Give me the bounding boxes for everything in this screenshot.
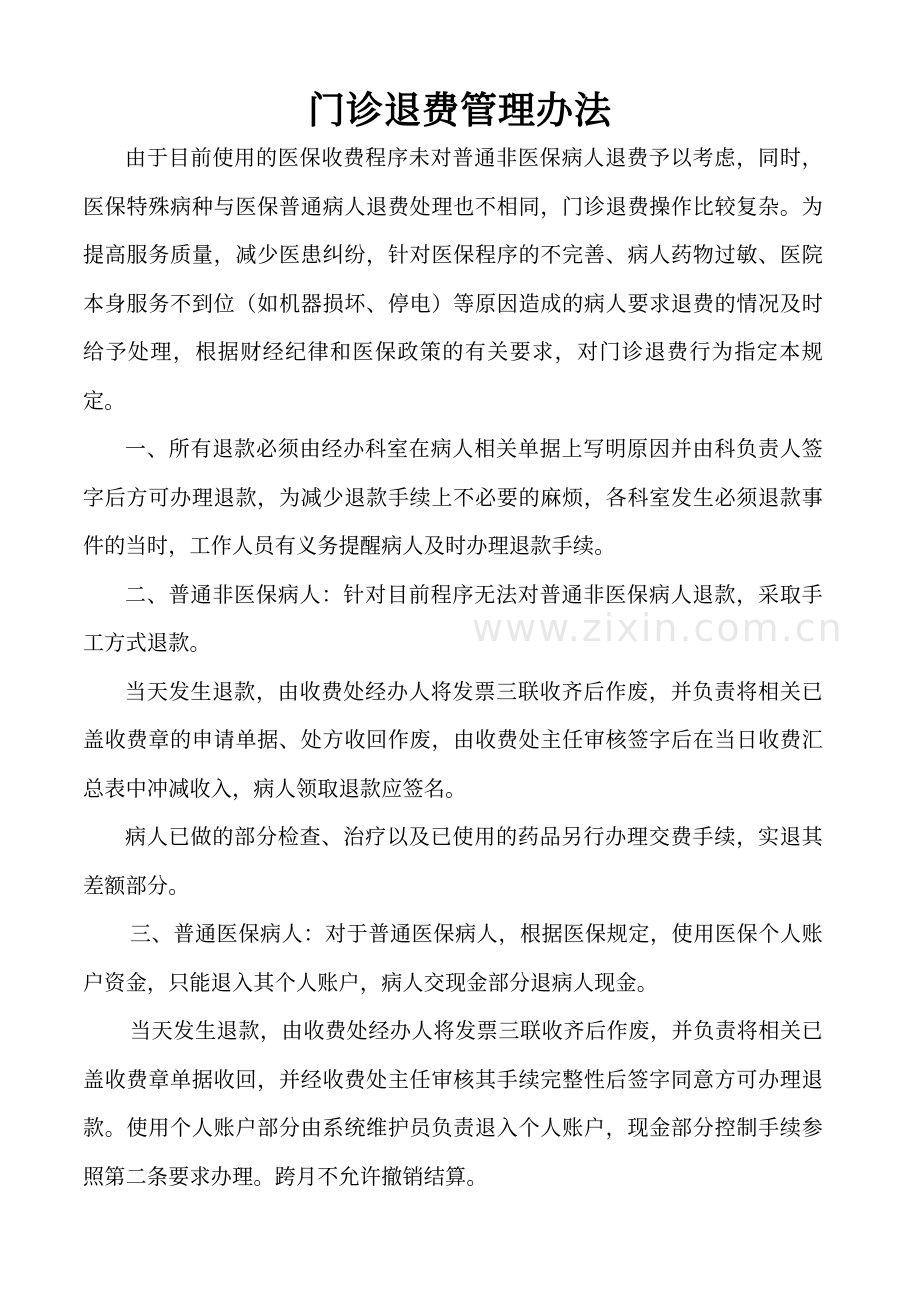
watermark: www.zixin.com.cn — [472, 606, 844, 650]
document-title: 门诊退费管理办法 — [308, 88, 612, 132]
paragraph-section-3: 三、普通医保病人：对于普通医保病人，根据医保规定，使用医保个人账户资金，只能退入其个人账户，病人交现金部分退病人现金。 — [83, 922, 823, 995]
paragraph-section-2-partial: 病人已做的部分检查、治疗以及已使用的药品另行办理交费手续，实退其差额部分。 — [83, 825, 823, 898]
paragraph-intro: 由于目前使用的医保收费程序未对普通非医保病人退费予以考虑，同时，医保特殊病种与医保普通病人退费处理也不相同，门诊退费操作比较复杂。为提高服务质量，减少医患纠纷，针对医保程序的不完善、病人药物过敏、医院本身服务不到位（如机器损坏、停电）等原因造成的病人要求退费的情况及时给予处理，根据财经纪律和医保政策的有关要求，对门诊退费行为指定本规定。 — [83, 146, 823, 413]
paragraph-section-3-same-day: 当天发生退款，由收费处经办人将发票三联收齐后作废，并负责将相关已盖收费章单据收回，并经收费处主任审核其手续完整性后签字同意方可办理退款。使用个人账户部分由系统维护员负责退入个人账户，现金部分控制手续参照第二条要求办理。跨月不允许撤销结算。 — [83, 1019, 823, 1189]
document-body — [83, 134, 823, 1201]
paragraph-section-2-same-day: 当天发生退款，由收费处经办人将发票三联收齐后作废，并负责将相关已盖收费章的申请单据、处方收回作废，由收费处主任审核签字后在当日收费汇总表中冲减收入，病人领取退款应签名。 — [83, 679, 823, 801]
paragraph-section-1: 一、所有退款必须由经办科室在病人相关单据上写明原因并由科负责人签字后方可办理退款，为减少退款手续上不必要的麻烦，各科室发生必须退款事件的当时，工作人员有义务提醒病人及时办理退款手续。 — [83, 437, 823, 558]
paragraph-section-2: 二、普通非医保病人：针对目前程序无法对普通非医保病人退款，采取手工方式退款。 — [83, 582, 823, 655]
